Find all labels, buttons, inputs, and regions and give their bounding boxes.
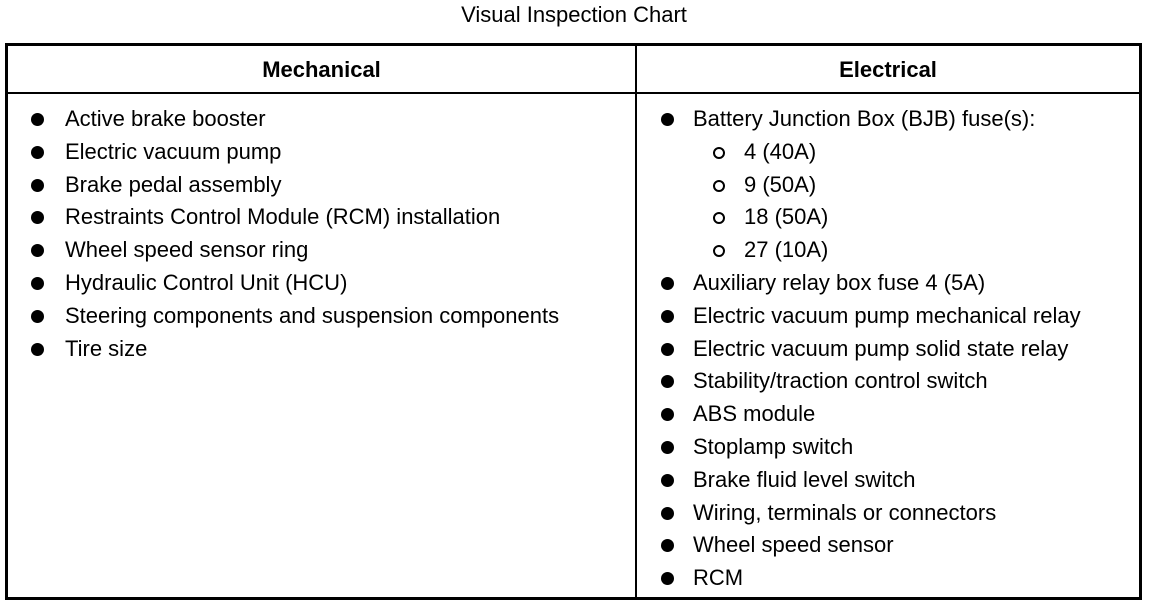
mechanical-column-header: Mechanical	[262, 57, 381, 82]
inspection-table	[5, 43, 1142, 600]
list-item	[637, 333, 1139, 366]
list-item-label: Wheel speed sensor ring	[65, 237, 309, 263]
bullet-icon	[661, 539, 674, 552]
list-item-label: Steering components and suspension components	[65, 302, 560, 328]
list-item-label: 27 (10A)	[744, 237, 829, 263]
bullet-icon	[31, 146, 44, 159]
list-item-label: Electric vacuum pump	[65, 138, 282, 164]
list-item-label: Battery Junction Box (BJB) fuse(s):	[693, 106, 1036, 131]
bullet-icon	[661, 572, 674, 585]
list-item	[637, 497, 1139, 530]
bullet-icon	[31, 343, 44, 356]
bullet-icon	[31, 310, 44, 323]
page-title: Visual Inspection Chart	[461, 2, 687, 27]
bullet-icon	[31, 113, 44, 126]
list-item-label: Wheel speed sensor	[693, 532, 894, 558]
list-item	[637, 398, 1139, 431]
list-item-label: Active brake booster	[65, 106, 266, 131]
list-item-label: Electric vacuum pump mechanical relay	[693, 302, 1081, 328]
bullet-icon	[661, 507, 674, 520]
sub-list-item	[637, 136, 1139, 169]
list-item-label: 18 (50A)	[744, 204, 829, 230]
bullet-icon	[661, 113, 674, 126]
list-item	[637, 103, 1139, 136]
list-item	[637, 431, 1139, 464]
bullet-icon	[661, 408, 674, 421]
list-item	[637, 300, 1139, 333]
electrical-column-header: Electrical	[839, 57, 937, 82]
list-item-label: Brake fluid level switch	[693, 466, 916, 492]
hollow-bullet-icon	[713, 147, 725, 159]
table-header-row	[8, 46, 1139, 94]
hollow-bullet-icon	[713, 180, 725, 192]
bullet-icon	[31, 244, 44, 257]
list-item	[8, 201, 635, 234]
list-item-label: ABS module	[693, 401, 816, 427]
list-item	[637, 464, 1139, 497]
list-item-label: Tire size	[65, 335, 148, 361]
list-item-label: 9 (50A)	[744, 171, 817, 197]
bullet-icon	[661, 474, 674, 487]
bullet-icon	[661, 375, 674, 388]
bullet-icon	[31, 211, 44, 224]
list-item-label: Restraints Control Module (RCM) installation	[65, 204, 501, 230]
sub-list-item	[637, 201, 1139, 234]
bullet-icon	[661, 441, 674, 454]
list-item	[8, 300, 635, 333]
list-item	[637, 562, 1139, 595]
sub-list-item	[637, 169, 1139, 202]
list-item-label: Stability/traction control switch	[693, 368, 988, 394]
list-item	[8, 333, 635, 366]
list-item-label: Auxiliary relay box fuse 4 (5A)	[693, 269, 986, 295]
list-item	[8, 103, 635, 136]
bullet-icon	[661, 343, 674, 356]
list-item-label: Stoplamp switch	[693, 433, 854, 459]
electrical-list	[637, 103, 1139, 595]
mechanical-list	[8, 103, 635, 365]
list-item-label: Brake pedal assembly	[65, 171, 282, 197]
list-item	[637, 365, 1139, 398]
list-item	[8, 267, 635, 300]
bullet-icon	[661, 310, 674, 323]
bullet-icon	[31, 179, 44, 192]
hollow-bullet-icon	[713, 245, 725, 257]
list-item-label: Electric vacuum pump solid state relay	[693, 335, 1069, 361]
list-item-label: RCM	[693, 565, 744, 591]
list-item	[8, 234, 635, 267]
list-item-label: Hydraulic Control Unit (HCU)	[65, 269, 348, 295]
list-item	[637, 529, 1139, 562]
list-item	[637, 267, 1139, 300]
list-item-label: 4 (40A)	[744, 138, 817, 164]
list-item	[8, 136, 635, 169]
list-item	[8, 169, 635, 202]
hollow-bullet-icon	[713, 212, 725, 224]
bullet-icon	[31, 277, 44, 290]
sub-list-item	[637, 234, 1139, 267]
bullet-icon	[661, 277, 674, 290]
list-item-label: Wiring, terminals or connectors	[693, 499, 997, 525]
